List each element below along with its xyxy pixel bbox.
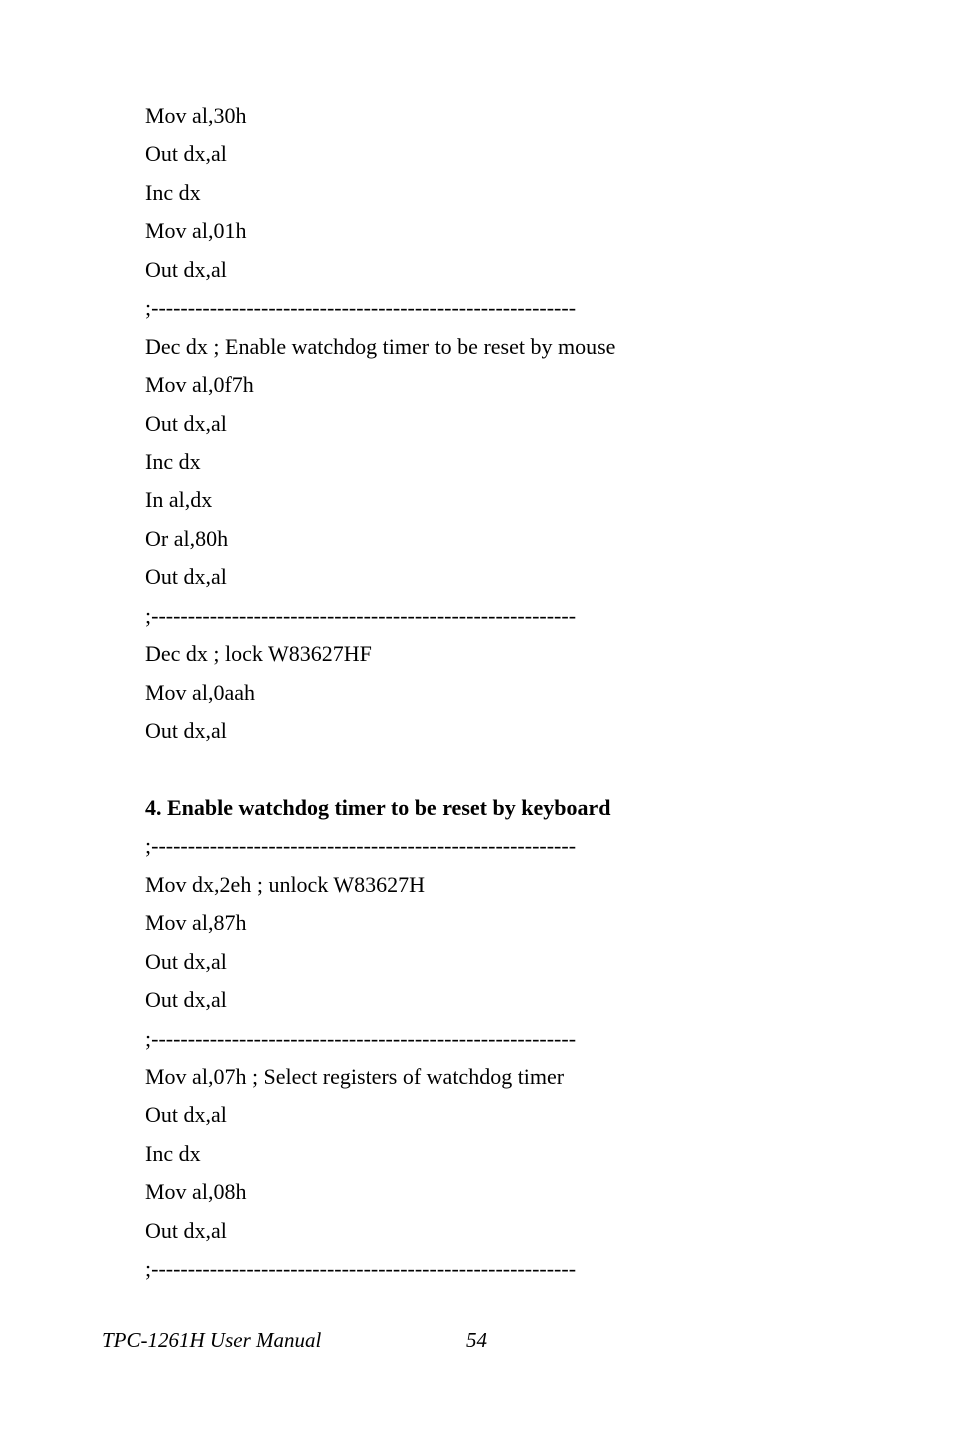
code-line: Inc dx: [145, 179, 201, 205]
separator-comment-line: ;----------------------------------------------------------: [145, 833, 577, 859]
code-line: Mov al,0f7h: [145, 372, 254, 398]
code-line: Mov al,08h: [145, 1179, 247, 1205]
code-line: Out dx,al: [145, 987, 227, 1013]
code-line: Out dx,al: [145, 141, 227, 167]
code-line: Out dx,al: [145, 564, 227, 590]
separator-comment-line: ;----------------------------------------------------------: [145, 1256, 577, 1282]
code-line: Dec dx ; lock W83627HF: [145, 641, 372, 667]
code-line: Mov al,07h ; Select registers of watchdog timer: [145, 1063, 565, 1089]
separator-comment-line: ;----------------------------------------------------------: [145, 1025, 577, 1051]
code-line: Out dx,al: [145, 1217, 227, 1243]
code-line: Out dx,al: [145, 410, 227, 436]
code-line: Mov al,87h: [145, 910, 247, 936]
code-listing: [145, 97, 905, 1289]
code-line: Or al,80h: [145, 525, 229, 551]
code-block-2: [145, 827, 905, 1288]
code-line: Mov al,01h: [145, 218, 247, 244]
code-line: Out dx,al: [145, 256, 227, 282]
section-heading: 4. Enable watchdog timer to be reset by keyboard: [145, 794, 611, 820]
separator-comment-line: ;----------------------------------------------------------: [145, 602, 577, 628]
code-line: Out dx,al: [145, 1102, 227, 1128]
separator-comment-line: ;----------------------------------------------------------: [145, 295, 577, 321]
code-line: In al,dx: [145, 487, 213, 513]
code-line: Inc dx: [145, 448, 201, 474]
code-line: Inc dx: [145, 1140, 201, 1166]
code-block-1: [145, 97, 905, 750]
blank-line: [145, 750, 905, 788]
code-line: Out dx,al: [145, 948, 227, 974]
code-line: Dec dx ; Enable watchdog timer to be reset by mouse: [145, 333, 616, 359]
code-line: Mov al,30h: [145, 103, 247, 128]
footer-page-number: 54: [466, 1328, 487, 1352]
footer-manual-title: TPC-1261H User Manual: [102, 1328, 322, 1352]
code-line: Out dx,al: [145, 718, 227, 743]
code-line: Mov dx,2eh ; unlock W83627H: [145, 871, 426, 897]
code-line: Mov al,0aah: [145, 679, 255, 705]
